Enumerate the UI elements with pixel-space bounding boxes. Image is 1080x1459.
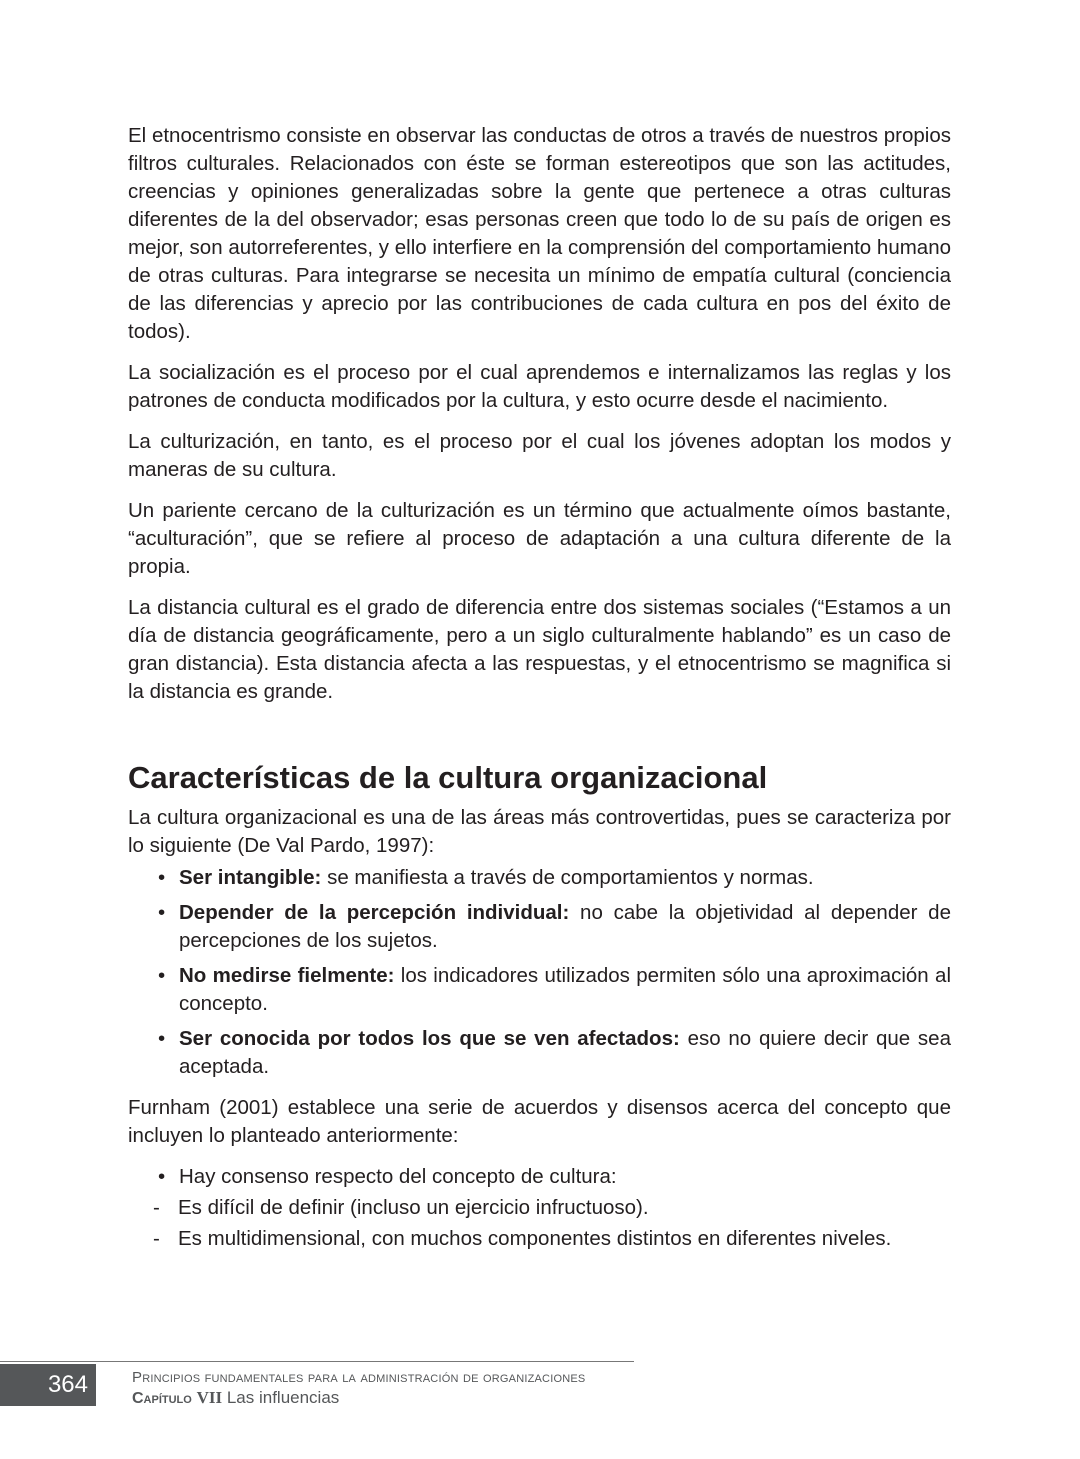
list-item	[128, 899, 951, 955]
list-item	[128, 1163, 951, 1253]
consensus-points	[153, 1194, 951, 1253]
chapter-label: Capítulo	[132, 1390, 192, 1407]
item-term: Ser conocida por todos los que se ven afectados:	[179, 1027, 680, 1050]
item-term: Depender de la percepción individual:	[179, 901, 570, 924]
section-intro: La cultura organizacional es una de las áreas más controvertidas, pues se caracteriza por lo siguiente (De Val Pardo, 1997):	[128, 806, 951, 857]
item-text: no cabe la objetividad al depender de percepciones de los sujetos.	[179, 901, 951, 952]
paragraph-socializacion: La socialización es el proceso por el cual aprendemos e internalizamos las reglas y los patrones de conducta modificados por la cultura, y esto ocurre desde el nacimiento.	[128, 361, 951, 412]
item-term: Ser intangible:	[179, 866, 322, 889]
running-footer	[132, 1368, 585, 1409]
paragraph-furnham: Furnham (2001) establece una serie de acuerdos y disensos acerca del concepto que incluyen lo planteado anteriormente:	[128, 1096, 951, 1147]
chapter-line	[132, 1388, 585, 1409]
chapter-title: Las influencias	[226, 1388, 340, 1407]
footer-divider	[0, 1361, 634, 1362]
sub-list-item: - Es difícil de definir (incluso un ejercicio infructuoso).	[153, 1194, 951, 1222]
paragraph-etnocentrismo: El etnocentrismo consiste en observar las conductas de otros a través de nuestros propios filtros culturales. Relacionados con éste se forman estereotipos que son las actitudes, creencias y opiniones generalizadas sobre la gente que pertenece a otras culturas diferentes de la del observador; esas personas creen que todo lo de su país de origen es mejor, son autorreferentes, y ello interfiere en la comprensión del comportamiento humano de otras culturas. Para integrarse se necesita un mínimo de empatía cultural (conciencia de las diferencias y aprecio por las contribuciones de cada cultura en pos del éxito de todos).	[128, 124, 951, 343]
item-text: los indicadores utilizados permiten sólo una aproximación al concepto.	[179, 964, 951, 1015]
paragraph-aculturacion: Un pariente cercano de la culturización es un término que actualmente oímos bastante, “aculturación”, que se refiere al proceso de adaptación a una cultura diferente de la propia.	[128, 499, 951, 578]
page-body	[128, 122, 951, 1266]
item-text: se manifiesta a través de comportamientos y normas.	[321, 866, 814, 889]
list-item	[128, 864, 951, 892]
consensus-list	[128, 1163, 951, 1253]
list-item	[128, 1025, 951, 1081]
paragraph-culturizacion: La culturización, en tanto, es el proceso por el cual los jóvenes adoptan los modos y maneras de su cultura.	[128, 430, 951, 481]
characteristics-list	[128, 864, 951, 1081]
sub-list-item: - Es multidimensional, con muchos componentes distintos en diferentes niveles.	[153, 1225, 951, 1253]
list-item	[128, 962, 951, 1018]
chapter-number: VII	[196, 1388, 223, 1407]
section-heading: Características de la cultura organizacional	[128, 760, 768, 795]
consensus-label: Hay consenso respecto del concepto de cultura:	[179, 1165, 617, 1188]
book-title: Principios fundamentales para la administración de organizaciones	[132, 1369, 586, 1386]
page-number: 364	[0, 1364, 96, 1406]
paragraph-distancia-cultural: La distancia cultural es el grado de diferencia entre dos sistemas sociales (“Estamos a un día de distancia geográficamente, pero a un siglo culturalmente hablando” es un caso de gran distancia). Esta distancia afecta a las respuestas, y el etnocentrismo se magnifica si la distancia es grande.	[128, 596, 951, 703]
item-term: No medirse fielmente:	[179, 964, 395, 987]
item-text: eso no quiere decir que sea aceptada.	[179, 1027, 951, 1078]
